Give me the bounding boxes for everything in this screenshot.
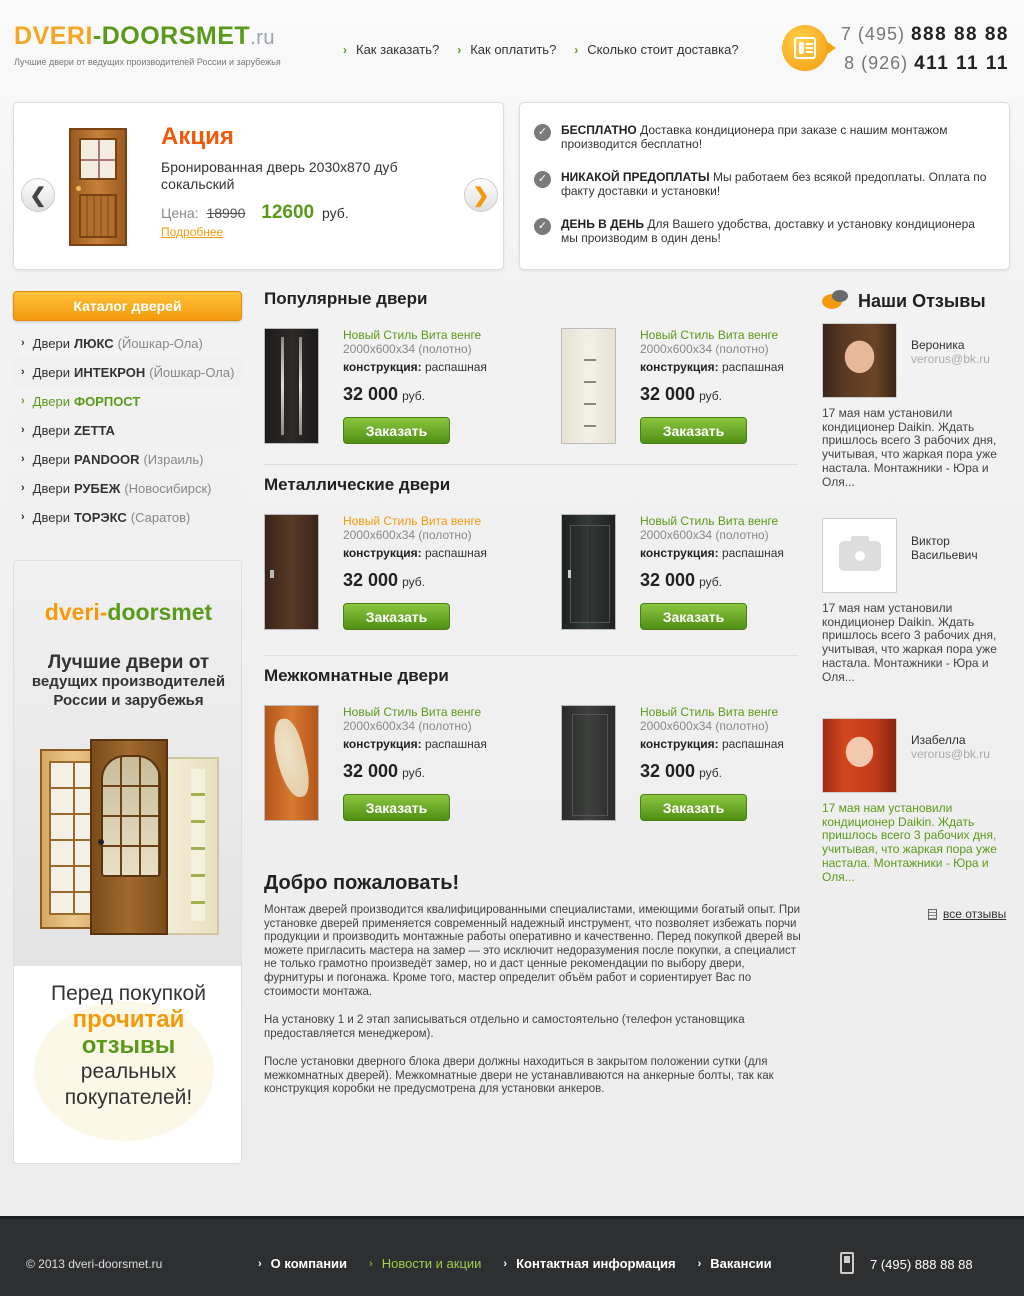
review-item [822, 323, 1012, 493]
product-price [640, 570, 722, 591]
nav-label: Как оплатить? [470, 42, 557, 57]
footer-nav-contacts[interactable] [503, 1256, 675, 1271]
slider-next-button[interactable]: ❯ [464, 178, 498, 212]
construction-label: конструкция: [640, 360, 719, 374]
product-card [264, 514, 504, 634]
product-price [640, 761, 722, 782]
review-item [822, 718, 1012, 888]
footer-navigation [258, 1256, 794, 1271]
product-card [561, 514, 801, 634]
footer-nav-vacancies[interactable] [698, 1256, 772, 1271]
header-phones [841, 20, 1009, 78]
banner-headline [24, 653, 233, 710]
price-value: 32 000 [640, 570, 696, 590]
benefit-bold: НИКАКОЙ ПРЕДОПЛАТЫ [561, 170, 710, 184]
benefits-box [519, 102, 1010, 270]
order-button[interactable]: Заказать [343, 417, 450, 444]
catalog-prefix: Двери [32, 422, 70, 438]
section-title: Межкомнатные двери [264, 666, 449, 685]
avatar [822, 323, 897, 398]
product-construction [343, 737, 487, 751]
banner-logo-a: dveri- [44, 599, 108, 625]
banner-callout-line: Перед покупкой [51, 982, 206, 1005]
chevron-right-icon: › [574, 42, 579, 57]
benefit-item [534, 217, 994, 245]
catalog-item-forpost[interactable] [13, 387, 242, 416]
sidebar-banner[interactable] [13, 560, 242, 1164]
currency: руб. [322, 205, 349, 221]
chevron-right-icon: › [21, 395, 25, 407]
site-logo[interactable] [14, 22, 275, 52]
catalog-brand: ФОРПОСТ [73, 393, 141, 409]
chevron-right-icon: › [21, 424, 25, 436]
construction-value: распашная [424, 360, 487, 374]
avatar [822, 718, 897, 793]
catalog-item-lux[interactable] [13, 329, 242, 358]
chevron-right-icon: › [21, 453, 25, 465]
catalog-prefix: Двери [32, 393, 70, 409]
product-size: 2000х600х34 (полотно) [343, 342, 472, 356]
chevron-right-icon: › [697, 1257, 702, 1270]
construction-label: конструкция: [343, 546, 422, 560]
product-card [561, 705, 801, 825]
catalog-city: (Йошкар-Ола) [149, 364, 235, 380]
product-name[interactable]: Новый Стиль Вита венге [640, 514, 779, 528]
price-value: 32 000 [640, 761, 696, 781]
price-value: 32 000 [343, 761, 399, 781]
camera-icon [839, 541, 881, 571]
chevron-right-icon: › [258, 1257, 262, 1270]
welcome-paragraph: На установку 1 и 2 этап записываться отдельно и самостоятельно (телефон установщика предоставляется менеджером). [264, 1014, 745, 1040]
banner-logo [14, 599, 242, 626]
benefit-desc: Доставка кондиционера при заказе с нашим монтажом производится бесплатно! [561, 123, 948, 151]
construction-label: конструкция: [343, 737, 422, 751]
banner-callout-line: покупателей! [64, 1086, 193, 1109]
welcome-paragraph: Монтаж дверей производится квалифицированными специалистами, имеющими богатый опыт. При установке дверей применяется современный надежный инструмент, что позволяет избежать порчи продукции и производить монтажные работы оперативно и качественно. Перед покупкой дверей вы можете пригласить мастера на замер — это исключит недоразумения после покупки, а специалист не только грамотно произведёт замер, но и даст ценные рекомендации по выбору двери, фурнитуры и погонажа. Кроме того, мастер определит объём работ и сориентирует Вас по стоимости монтажа. [264, 904, 801, 998]
footer-nav-label: Вакансии [710, 1256, 772, 1271]
catalog-brand: ТОРЭКС [73, 509, 127, 525]
reviewer-email: verorus@bk.ru [911, 747, 990, 761]
banner-callout-line: отзывы [81, 1032, 176, 1059]
product-size: 2000х600х34 (полотно) [343, 719, 472, 733]
product-size: 2000х600х34 (полотно) [343, 528, 472, 542]
banner-headline-line: Лучшие двери от [47, 652, 210, 673]
benefit-desc: Для Вашего удобства, доставку и установку кондиционера мы производим в один день! [561, 217, 975, 245]
catalog-brand: ИНТЕКРОН [73, 364, 146, 380]
product-name[interactable]: Новый Стиль Вита венге [343, 705, 482, 719]
benefit-text [561, 217, 994, 245]
catalog-prefix: Двери [32, 509, 70, 525]
copyright: © 2013 dveri-doorsmet.ru [26, 1257, 163, 1271]
banner-door-image [90, 739, 168, 935]
construction-value: распашная [721, 360, 784, 374]
chevron-right-icon: › [457, 42, 462, 57]
top-navigation [343, 42, 757, 57]
banner-callout-line: реальных [80, 1060, 177, 1083]
section-divider [264, 655, 798, 656]
banner-callout [14, 981, 242, 1111]
catalog-item-rubezh[interactable] [13, 474, 242, 503]
phone-icon [840, 1252, 854, 1274]
catalog-item-intekron[interactable] [13, 358, 242, 387]
product-price [343, 761, 425, 782]
catalog-prefix: Двери [32, 335, 70, 351]
product-construction [640, 546, 784, 560]
product-construction [640, 360, 784, 374]
chevron-right-icon: › [343, 42, 347, 57]
price-value: 32 000 [343, 384, 399, 404]
new-price: 12600 [261, 202, 315, 223]
document-icon [928, 909, 937, 920]
price-value: 32 000 [640, 384, 696, 404]
price-currency: руб. [402, 389, 425, 403]
welcome-paragraph: После установки дверного блока двери должны находиться в закрытом положении сутки (для межкомнатных дверей). Межкомнатные двери не устанавливаются на анкерные болты, так как конструкция коробки не предусмотрена для установки анкеров. [264, 1056, 774, 1096]
product-image[interactable] [264, 514, 319, 630]
phone-1[interactable] [841, 20, 1009, 49]
product-name[interactable]: Новый Стиль Вита венге [640, 705, 779, 719]
product-price [640, 384, 722, 405]
benefit-text [561, 170, 994, 198]
order-button[interactable]: Заказать [640, 603, 747, 630]
catalog-prefix: Двери [32, 364, 70, 380]
product-image[interactable] [561, 705, 616, 821]
phone-code: 8 (926) [844, 53, 909, 73]
catalog-brand: PANDOOR [73, 451, 140, 467]
phone-code: 7 (495) [840, 24, 905, 44]
promo-slider [13, 102, 504, 270]
product-construction [343, 360, 487, 374]
catalog-city: (Израиль) [143, 451, 204, 467]
catalog-item-pandoor[interactable] [13, 445, 242, 474]
section-title: Металлические двери [264, 475, 451, 494]
chevron-right-icon: › [369, 1257, 373, 1270]
benefit-bold: БЕСПЛАТНО [561, 123, 637, 137]
banner-headline-line: ведущих производителей [31, 673, 226, 690]
benefit-text [561, 123, 994, 151]
promo-title: Акция [161, 123, 234, 150]
catalog-button[interactable]: Каталог дверей [13, 291, 242, 321]
catalog-item-zetta[interactable] [13, 416, 242, 445]
price-label: Цена: [161, 205, 199, 221]
slider-prev-button[interactable]: ❮ [21, 178, 55, 212]
product-image[interactable] [264, 705, 319, 821]
order-button[interactable]: Заказать [343, 603, 450, 630]
footer-nav-label: Новости и акции [381, 1256, 482, 1271]
banner-callout-line: прочитай [72, 1006, 185, 1033]
logo-part-ru: .ru [250, 27, 276, 49]
product-image[interactable] [264, 328, 319, 444]
check-icon: ✓ [534, 218, 551, 235]
product-card [264, 705, 504, 825]
footer [0, 1216, 1024, 1296]
review-text[interactable]: 17 мая нам установили кондиционер Daikin. Ждать пришлось всего 3 рабочих дня, учитывая, что жаркая пора уже настала. Монтажники - Юра и Оля... [822, 801, 997, 884]
product-construction [640, 737, 784, 751]
catalog-city: (Йошкар-Ола) [117, 335, 203, 351]
footer-nav-label: Контактная информация [516, 1256, 676, 1271]
product-image[interactable] [561, 328, 616, 444]
footer-phone[interactable]: 7 (495) 888 88 88 [870, 1257, 973, 1272]
banner-logo-b: doorsmet [107, 599, 213, 625]
catalog-list [13, 329, 242, 532]
product-construction [343, 546, 487, 560]
order-button[interactable]: Заказать [640, 794, 747, 821]
section-divider [264, 464, 798, 465]
banner-headline-line: России и зарубежья [53, 692, 204, 709]
price-value: 32 000 [343, 570, 399, 590]
all-reviews-label: все отзывы [943, 907, 1007, 921]
phone-2[interactable] [841, 49, 1009, 78]
order-button[interactable]: Заказать [640, 417, 747, 444]
promo-more-link[interactable]: Подробнее [161, 225, 224, 239]
nav-how-to-order[interactable] [343, 42, 439, 57]
check-icon: ✓ [534, 124, 551, 141]
reviewer-name: Виктор Васильевич [911, 534, 978, 562]
product-card [561, 328, 801, 448]
reviewer-email: verorus@bk.ru [911, 352, 990, 366]
construction-label: конструкция: [640, 737, 719, 751]
benefit-bold: ДЕНЬ В ДЕНЬ [561, 217, 645, 231]
nav-label: Сколько стоит доставка? [587, 42, 739, 57]
product-card [264, 328, 504, 448]
review-item [822, 518, 1012, 688]
section-title: Популярные двери [264, 289, 428, 308]
product-name[interactable]: Новый Стиль Вита венге [640, 328, 779, 342]
price-currency: руб. [402, 766, 425, 780]
price-currency: руб. [699, 766, 722, 780]
catalog-item-toreks[interactable] [13, 503, 242, 532]
phone-icon [782, 25, 828, 71]
construction-value: распашная [424, 737, 487, 751]
old-price: 18990 [206, 205, 246, 221]
welcome-title: Добро пожаловать! [264, 872, 460, 894]
order-button[interactable]: Заказать [343, 794, 450, 821]
reviews-title-text: Наши Отзывы [858, 290, 986, 311]
product-price [343, 384, 425, 405]
benefit-item [534, 170, 994, 198]
reviewer-name: Изабелла [911, 733, 966, 747]
price-currency: руб. [699, 575, 722, 589]
footer-nav-about[interactable] [258, 1256, 347, 1271]
reviews-title [822, 290, 986, 312]
product-image[interactable] [561, 514, 616, 630]
product-size: 2000х600х34 (полотно) [640, 719, 769, 733]
chat-bubbles-icon [822, 290, 850, 312]
catalog-city: (Саратов) [130, 509, 191, 525]
chevron-right-icon: › [21, 482, 25, 494]
promo-description: Бронированная дверь 2030х870 дуб сокальский [161, 159, 398, 192]
logo-part-doorsmet: -DOORSMET [92, 22, 251, 50]
footer-nav-news[interactable] [369, 1256, 481, 1271]
product-name[interactable]: Новый Стиль Вита венге [343, 328, 482, 342]
construction-value: распашная [424, 546, 487, 560]
price-currency: руб. [699, 389, 722, 403]
phone-number: 888 88 88 [910, 24, 1009, 45]
nav-label: Как заказать? [356, 42, 440, 57]
site-tagline: Лучшие двери от ведущих производителей России и зарубежья [14, 57, 281, 67]
construction-label: конструкция: [343, 360, 422, 374]
review-text[interactable]: 17 мая нам установили кондиционер Daikin. Ждать пришлось всего 3 рабочих дня, учитывая, что жаркая пора уже настала. Монтажники - Юра и Оля... [822, 601, 997, 684]
promo-door-image[interactable] [69, 128, 127, 246]
benefit-desc: Мы работаем без всякой предоплаты. Оплата по факту доставки и установки! [561, 170, 987, 198]
benefit-item [534, 123, 994, 151]
nav-how-to-pay[interactable] [457, 42, 556, 57]
catalog-brand: ЛЮКС [73, 335, 114, 351]
catalog-brand: РУБЕЖ [73, 480, 121, 496]
avatar-placeholder [822, 518, 897, 593]
construction-value: распашная [721, 546, 784, 560]
catalog-prefix: Двери [32, 480, 70, 496]
catalog-brand: ZETTA [73, 422, 115, 438]
chevron-right-icon: › [503, 1257, 508, 1270]
product-price [343, 570, 425, 591]
chevron-right-icon: › [21, 337, 25, 349]
promo-price [161, 202, 349, 224]
nav-delivery-cost[interactable] [574, 42, 738, 57]
footer-nav-label: О компании [270, 1256, 348, 1271]
catalog-city: (Новосибирск) [124, 480, 212, 496]
all-reviews-link[interactable] [928, 907, 1006, 921]
construction-value: распашная [721, 737, 784, 751]
review-text[interactable]: 17 мая нам установили кондиционер Daikin. Ждать пришлось всего 3 рабочих дня, учитывая, что жаркая пора уже настала. Монтажники - Юра и Оля... [822, 406, 997, 489]
construction-label: конструкция: [640, 546, 719, 560]
chevron-right-icon: › [21, 366, 25, 378]
product-size: 2000х600х34 (полотно) [640, 342, 769, 356]
product-name[interactable]: Новый Стиль Вита венге [343, 514, 482, 528]
chevron-right-icon: › [21, 511, 25, 523]
reviewer-name: Вероника [911, 338, 965, 352]
catalog-prefix: Двери [32, 451, 70, 467]
check-icon: ✓ [534, 171, 551, 188]
logo-part-dveri: DVERI [14, 22, 93, 50]
price-currency: руб. [402, 575, 425, 589]
product-size: 2000х600х34 (полотно) [640, 528, 769, 542]
phone-number: 411 11 11 [914, 53, 1009, 74]
